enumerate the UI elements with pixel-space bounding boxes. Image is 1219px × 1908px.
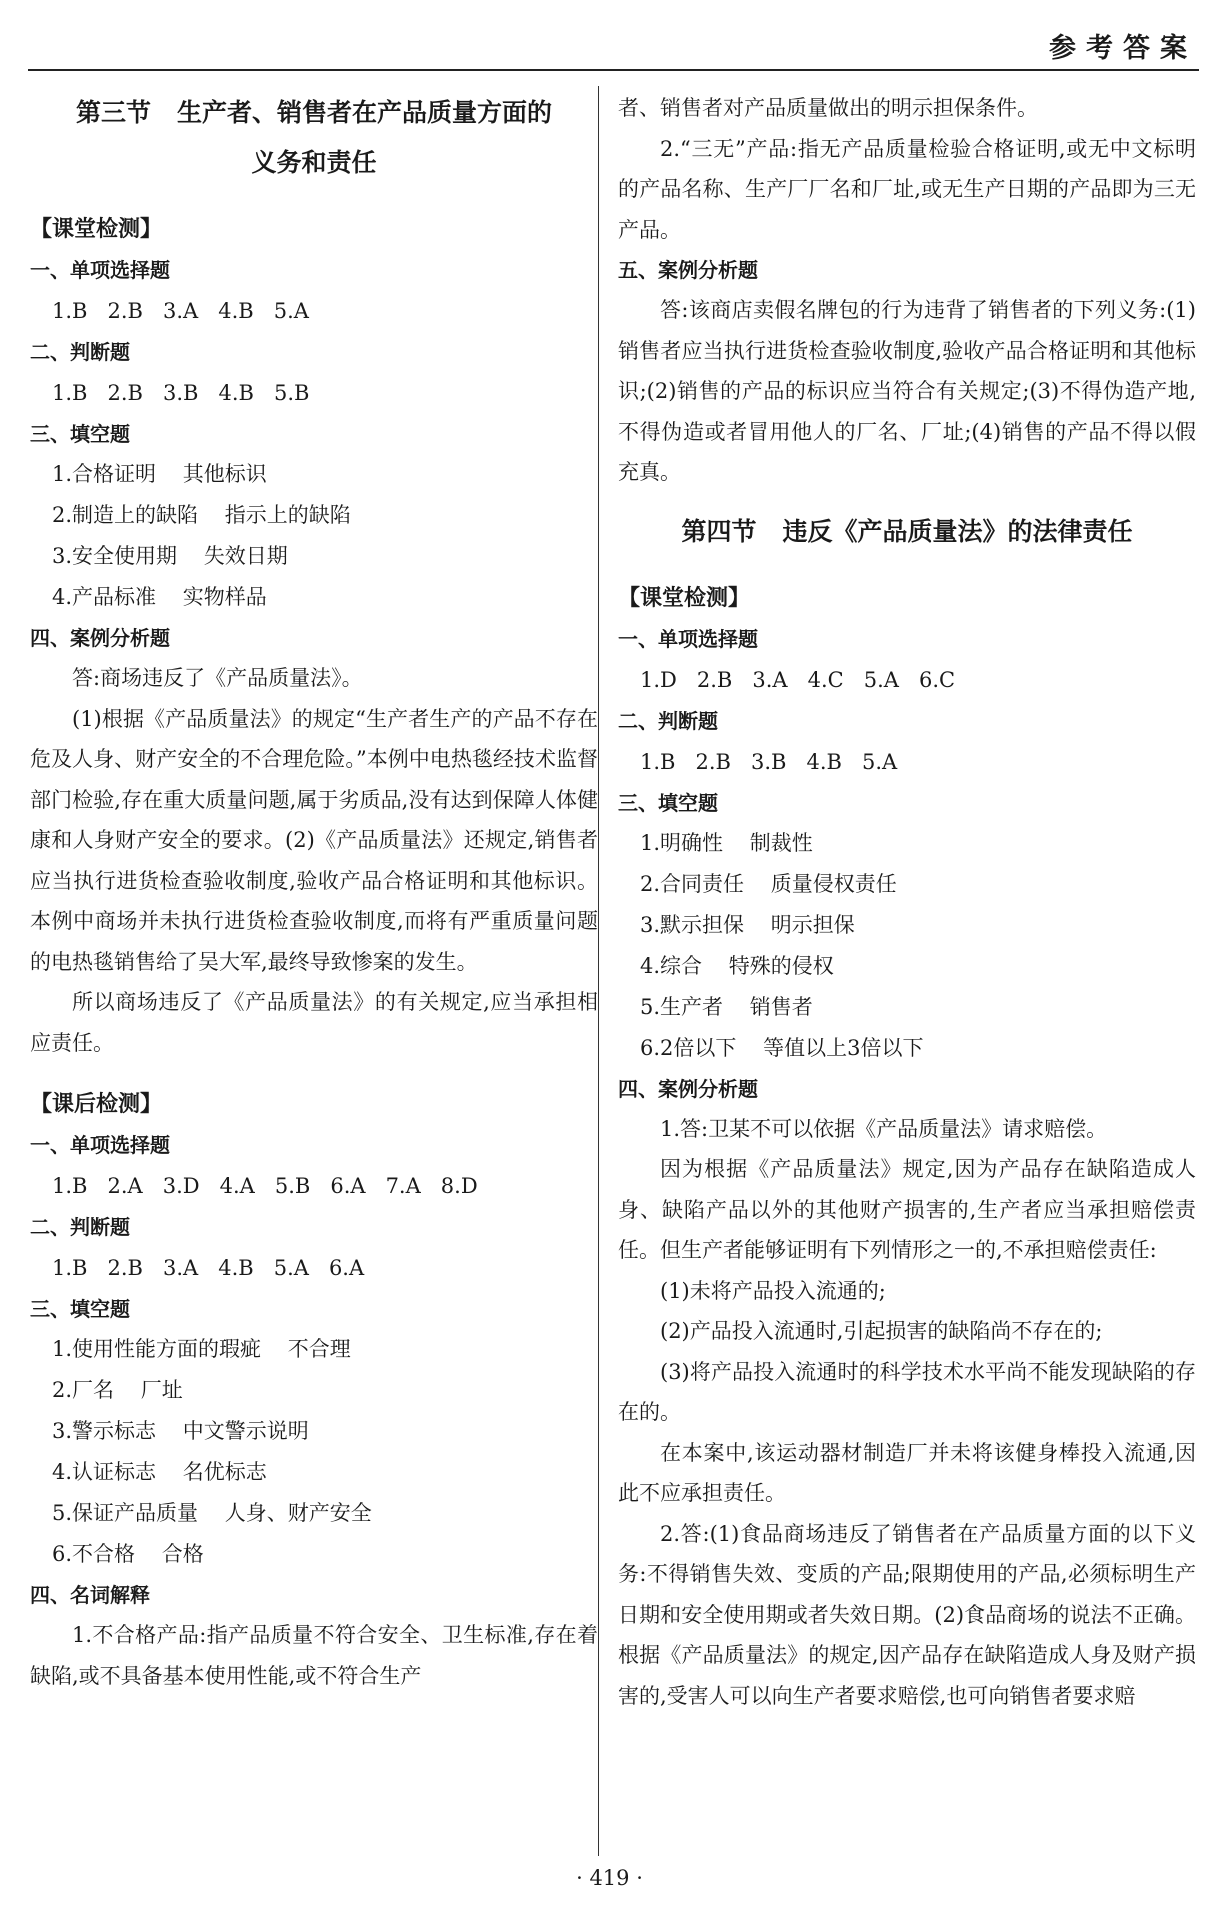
question-heading: 二、判断题: [618, 708, 718, 733]
fill-answer: 3.安全使用期 失效日期: [52, 544, 288, 568]
fill-answer: 1.明确性 制裁性: [640, 830, 813, 855]
page-number: · 419 ·: [576, 1866, 643, 1890]
header-rule: [28, 69, 1199, 71]
paragraph: 在本案中,该运动器材制造厂并未将该健身棒投入流通,因此不应承担责任。: [618, 1440, 1196, 1505]
section-title-text: 生产者、销售者在产品质量方面的: [177, 98, 553, 127]
paragraph: 2.答:(1)食品商场违反了销售者在产品质量方面的以下义务:不得销售失效、变质的产品;限期使用的产品,必须标明生产日期和安全使用期或者失效日期。(2)食品商场的说法不正确。根据《产品质量法》的规定,因产品存在缺陷造成人身及财产损害的,受害人可以向生产者要求赔偿,也可向销售者要求赔: [618, 1521, 1196, 1708]
answer-line: 1.B 2.A 3.D 4.A 5.B 6.A 7.A 8.D: [52, 1174, 478, 1198]
fill-answer: 3.默示担保 明示担保: [640, 912, 855, 937]
question-heading: 一、单项选择题: [30, 258, 170, 282]
paragraph: 答:商场违反了《产品质量法》。: [72, 666, 363, 690]
answer-line: 1.B 2.B 3.A 4.B 5.A 6.A: [52, 1256, 365, 1280]
answer-line: 1.B 2.B 3.B 4.B 5.B: [52, 381, 310, 405]
fill-answer: 4.产品标准 实物样品: [52, 585, 267, 609]
section-number: 第四节: [681, 516, 757, 546]
class-check-heading: 【课堂检测】: [618, 585, 751, 611]
paragraph: 因为根据《产品质量法》规定,因为产品存在缺陷造成人身、缺陷产品以外的其他财产损害的,生产者应当承担赔偿责任。但生产者能够证明有下列情形之一的,不承担赔偿责任:: [618, 1157, 1196, 1262]
list-item: (2)产品投入流通时,引起损害的缺陷尚不存在的;: [660, 1319, 1103, 1343]
paragraph: 所以商场违反了《产品质量法》的有关规定,应当承担相应责任。: [30, 990, 598, 1055]
paragraph: 2.“三无”产品:指无产品质量检验合格证明,或无中文标明的产品名称、生产厂厂名和厂址,或无生产日期的产品即为三无产品。: [618, 136, 1196, 242]
fill-answer: 5.生产者 销售者: [640, 994, 813, 1019]
section-title: [30, 88, 598, 138]
question-heading: 四、名词解释: [30, 1583, 150, 1607]
paragraph: 答:该商店卖假名牌包的行为违背了销售者的下列义务:(1)销售者应当执行进货检查验收制度,验收产品合格证明和其他标识;(2)销售的产品的标识应当符合有关规定;(3)不得伪造产地,不得伪造或者冒用他人的厂名、厂址;(4)销售的产品不得以假充真。: [618, 298, 1196, 484]
question-heading: 四、案例分析题: [618, 1076, 758, 1101]
section-number: 第三节: [75, 98, 151, 127]
fill-answer: 6.不合格 合格: [52, 1542, 204, 1566]
section-title-line2: 义务和责任: [251, 148, 377, 177]
paragraph: (1)根据《产品质量法》的规定“生产者生产的产品不存在危及人身、财产安全的不合理危险。”本例中电热毯经技术监督部门检验,存在重大质量问题,属于劣质品,没有达到保障人体健康和人身财产安全的要求。(2)《产品质量法》还规定,销售者应当执行进货检查验收制度,验收产品合格证明和其他标识。本例中商场并未执行进货检查验收制度,而将有严重质量问题的电热毯销售给了吴大军,最终导致惨案的发生。: [30, 706, 598, 974]
list-item: (1)未将产品投入流通的;: [660, 1278, 886, 1303]
fill-answer: 2.厂名 厂址: [52, 1378, 183, 1402]
class-check-heading: 【课堂检测】: [30, 217, 163, 242]
question-heading: 四、案例分析题: [30, 626, 170, 650]
question-heading: 一、单项选择题: [30, 1133, 170, 1157]
right-column: [618, 88, 1196, 1716]
column-divider: [598, 86, 599, 1856]
question-heading: 三、填空题: [30, 422, 130, 446]
answer-line: 1.B 2.B 3.B 4.B 5.A: [640, 749, 898, 774]
left-column: [30, 88, 598, 1696]
question-heading: 一、单项选择题: [618, 626, 758, 651]
question-heading: 五、案例分析题: [618, 258, 758, 282]
section-title: [618, 507, 1196, 557]
fill-answer: 3.警示标志 中文警示说明: [52, 1419, 309, 1443]
list-item: (3)将产品投入流通时的科学技术水平尚不能发现缺陷的存在的。: [618, 1359, 1196, 1424]
question-heading: 三、填空题: [30, 1297, 130, 1321]
answer-line: 1.B 2.B 3.A 4.B 5.A: [52, 299, 309, 323]
paragraph: 1.不合格产品:指产品质量不符合安全、卫生标准,存在着缺陷,或不具备基本使用性能,或不符合生产: [30, 1623, 598, 1688]
fill-answer: 4.认证标志 名优标志: [52, 1460, 267, 1484]
fill-answer: 5.保证产品质量 人身、财产安全: [52, 1501, 372, 1525]
fill-answer: 6.2倍以下 等值以上3倍以下: [640, 1035, 924, 1060]
question-heading: 二、判断题: [30, 340, 130, 364]
page-header-title: 参考答案: [1049, 33, 1197, 64]
fill-answer: 2.制造上的缺陷 指示上的缺陷: [52, 503, 351, 527]
paragraph: 者、销售者对产品质量做出的明示担保条件。: [618, 96, 1038, 120]
question-heading: 三、填空题: [618, 790, 718, 815]
answer-line: 1.D 2.B 3.A 4.C 5.A 6.C: [640, 667, 956, 692]
fill-answer: 2.合同责任 质量侵权责任: [640, 871, 897, 896]
fill-answer: 1.合格证明 其他标识: [52, 462, 267, 486]
fill-answer: 4.综合 特殊的侵权: [640, 953, 834, 978]
after-check-heading: 【课后检测】: [30, 1092, 163, 1117]
section-title-text: 违反《产品质量法》的法律责任: [782, 516, 1133, 546]
paragraph: 1.答:卫某不可以依据《产品质量法》请求赔偿。: [660, 1116, 1108, 1141]
fill-answer: 1.使用性能方面的瑕疵 不合理: [52, 1337, 351, 1361]
question-heading: 二、判断题: [30, 1215, 130, 1239]
